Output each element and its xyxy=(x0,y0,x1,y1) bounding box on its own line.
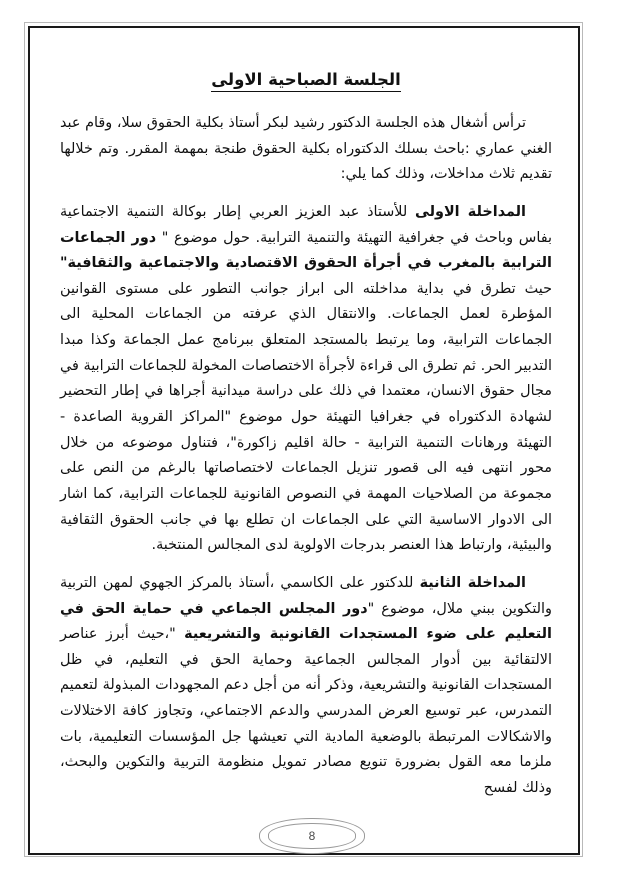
paragraph-first-intervention xyxy=(60,200,552,559)
page-number-badge-outer xyxy=(259,818,365,854)
page-footer xyxy=(0,812,624,860)
paragraph-session-chair xyxy=(60,111,552,188)
second-intervention-speaker: للدكتور على الكاسمي ،أستاذ بالمركز الجهوي لمهن التربية والتكوين ببني ملال، موضوع " xyxy=(60,574,552,617)
page-content xyxy=(60,56,552,816)
second-intervention-body: "،حيث أبرز عناصر الالتقائية بين أدوار المجالس الجماعية وحماية الحق في التعليم، في ظل المستجدات القانونية والتشريعية، وذكر أنه من أجل دعم المجهودات المبذولة لتعميم التمدرس، عبر توسيع العرض المدرسي والدعم الاجتماعي، وتجاوز كافة الاختلالات والاشكالات المرتبطة بالوضعية المادية التي تعيشها جل المؤسسات التعليمية، بات ملزما معه القول بضرورة تنويع مصادر تمويل منظومة التربية والتكوين والبحث، وذلك لفسح xyxy=(60,626,552,797)
second-intervention-label: المداخلة الثانية xyxy=(419,574,526,591)
first-intervention-speaker: للأستاذ عبد العزيز العربي إطار بوكالة التنمية الاجتماعية بفاس وباحث في جغرافية التهيئة والتنمية الترابية. حول موضوع " xyxy=(60,203,552,246)
page-number: 8 xyxy=(308,829,316,843)
first-intervention-topic: دور الجماعات الترابية بالمغرب في أجرأة الحقوق الاقتصادية والاجتماعية والثقافية" xyxy=(60,229,552,272)
page-number-badge-inner xyxy=(268,823,356,849)
page-title xyxy=(60,70,552,91)
second-intervention-topic: دور المجلس الجماعي في حماية الحق في التعليم على ضوء المستجدات القانونية والتشريعية xyxy=(60,600,552,643)
paragraph-1-text: ترأس أشغال هذه الجلسة الدكتور رشيد لبكر أستاذ بكلية الحقوق سلا، وقام عبد الغني عماري :باحث بسلك الدكتوراه بكلية الحقوق طنجة بمهمة المقرر. وتم خلالها تقديم ثلاث مداخلات، وذلك كما يلي: xyxy=(60,115,552,183)
page-title-text: الجلسة الصباحية الاولى xyxy=(211,70,401,92)
paragraph-second-intervention xyxy=(60,571,552,802)
first-intervention-body: حيث تطرق في بداية مداخلته الى ابراز جوانب التطور على مستوى القوانين المؤطرة لعمل الجماعات. والانتقال الذي عرفته من الجماعات المحلية الى الجماعات الترابية، وما يرتبط بالمستجد المتعلق ببرنامج عمل الجماعة وكذا مبدا التدبير الحر. ثم تطرق الى قراءة لأجرأة الاختصاصات المخولة للجماعات الترابية في مجال حقوق الانسان، معتمدا في ذلك على دراسة ميدانية أجراها في إطار التحضير لشهادة الدكتوراه في جغرافيا التهيئة حول موضوع "المراكز القروية الصاعدة - التهيئة ورهانات التنمية الترابية - حالة اقليم زاكورة"، فتناول موضوعه من خلال محور انتهى فيه الى قصور تنزيل الجماعات لاختصاصاتها بالرغم من النص على مجموعة من الصلاحيات المهمة في النصوص القانونية للجماعات الترابية، كما اشار الى الادوار الاساسية التي على الجماعات ان تطلع بها في جانب الحقوق الثقافية والبيئية، وارتباط هذا العنصر بدرجات الاولوية لدى المجالس المنتخبة. xyxy=(60,280,552,554)
first-intervention-label: المداخلة الاولى xyxy=(415,203,526,220)
